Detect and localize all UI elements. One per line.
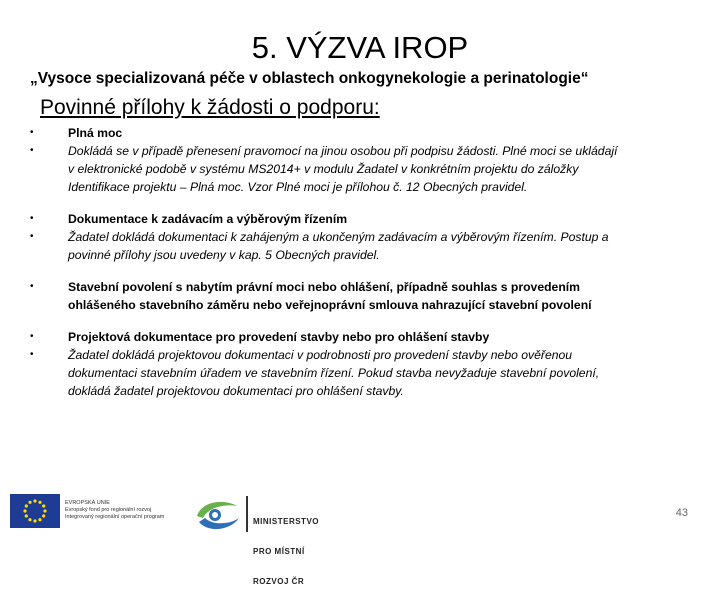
item-title: Projektová dokumentace pro provedení stavby nebo pro ohlášení stavby: [68, 330, 490, 344]
item-title: Dokumentace k zadávacím a výběrovým řízením: [68, 212, 348, 226]
list-item-power-of-attorney: [30, 124, 670, 196]
item-desc: dokumentaci stavebním úřadem ve stavebním řízení. Pokud stavba nevyžaduje stavební povolení,: [68, 366, 600, 380]
item-desc: Identifikace projektu – Plná moc. Vzor Plné moci je přílohou č. 12 Obecných pravidel.: [68, 180, 528, 194]
bullet: •: [30, 349, 34, 360]
item-title: Plná moc: [68, 126, 123, 140]
slide-subtitle: „Vysoce specializovaná péče v oblastech onkogynekologie a perinatologie“: [30, 70, 589, 87]
item-desc: Dokládá se v případě přenesení pravomocí na jinou osobou při podpisu žádosti. Plné moci se ukládají: [68, 144, 618, 158]
item-desc: Žadatel dokládá projektovou dokumentaci v podrobnosti pro provedení stavby nebo ověřenou: [68, 348, 573, 362]
page-number: 43: [675, 507, 688, 519]
item-desc: dokládá žadatel projektovou dokumentaci pro ohlášení stavby.: [68, 384, 404, 398]
list-item-procurement-docs: [30, 210, 670, 264]
item-desc: Žadatel dokládá dokumentaci k zahájeným a ukončeným zadávacím a výběrovým řízením. Postup a: [68, 230, 609, 244]
item-title: Stavební povolení s nabytím právní moci nebo ohlášení, případně souhlas s provedením: [68, 280, 580, 294]
section-heading: Povinné přílohy k žádosti o podporu:: [40, 96, 380, 119]
bullet: •: [30, 281, 34, 292]
item-title: ohlášeného stavebního záměru nebo veřejnoprávní smlouva nahrazující stavební povolení: [68, 298, 592, 312]
item-desc: v elektronické podobě v systému MS2014+ v modulu Žadatel v konkrétním projektu do záložky: [68, 162, 579, 176]
bullet: •: [30, 231, 34, 242]
eu-logo-text: EVROPSKÁ UNIE Evropský fond pro regionální rozvoj Integrovaný regionální operační program: [65, 500, 165, 520]
bullet: •: [30, 127, 34, 138]
ministry-logo-text: MINISTERSTVO PRO MÍSTNÍ ROZVOJ ČR: [253, 517, 320, 586]
bullet: •: [30, 213, 34, 224]
slide-title: 5. VÝZVA IROP: [251, 30, 469, 65]
ministry-logo-icon: [193, 494, 243, 534]
item-desc: povinné přílohy jsou uvedeny v kap. 5 Obecných pravidel.: [68, 248, 380, 262]
list-item-project-docs: [30, 328, 670, 400]
eu-flag-icon: [10, 494, 60, 528]
bullet: •: [30, 331, 34, 342]
attachments-list: [30, 124, 670, 414]
list-item-building-permit: [30, 278, 670, 314]
footer-divider: [246, 496, 248, 532]
bullet: •: [30, 145, 34, 156]
